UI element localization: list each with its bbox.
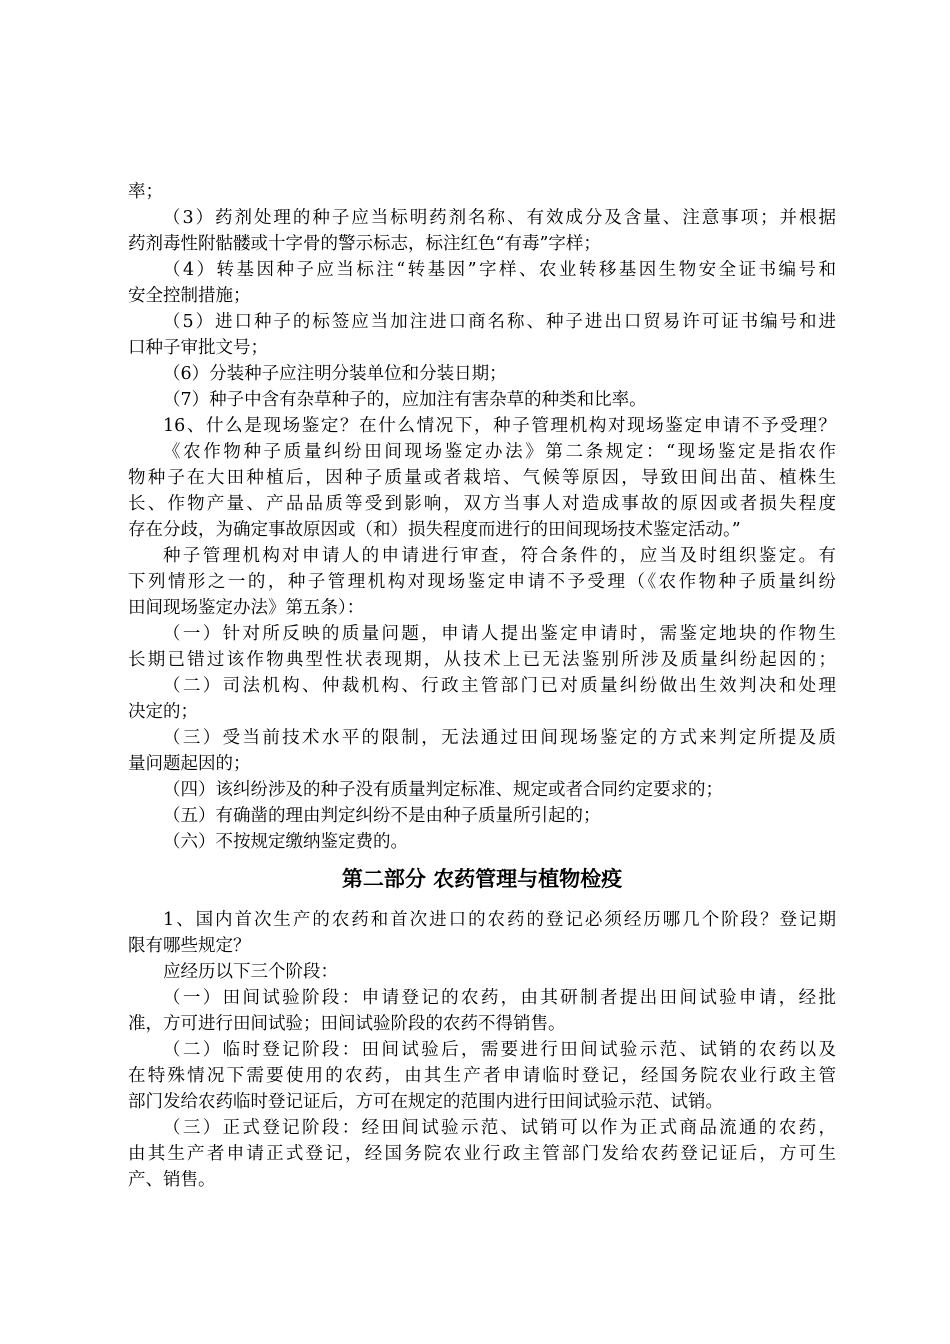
paragraph-line: 应经历以下三个阶段：: [163, 962, 338, 982]
paragraph-line: 长期已错过该作物典型性状表现期，从技术上已无法鉴别所涉及质量纠纷起因的；: [128, 650, 836, 670]
paragraph-line: （7）种子中含有杂草种子的，应加注有害杂草的种类和比率。: [163, 390, 647, 410]
paragraph-line: 部门发给农药临时登记证后，方可在规定的范围内进行田间试验示范、试销。: [128, 1092, 723, 1112]
question-line: 16、什么是现场鉴定？在什么情况下，种子管理机构对现场鉴定申请不予受理？: [163, 416, 836, 436]
paragraph-line: 准，方可进行田间试验；田间试验阶段的农药不得销售。: [128, 1014, 566, 1034]
question-line: 1、国内首次生产的农药和首次进口的农药的登记必须经历哪几个阶段？登记期: [163, 910, 836, 930]
paragraph-line: （三）正式登记阶段：经田间试验示范、试销可以作为正式商品流通的农药，: [163, 1118, 836, 1138]
paragraph-line: （六）不按规定缴纳鉴定费的。: [163, 832, 408, 852]
paragraph-line: 安全控制措施；: [128, 286, 251, 306]
paragraph-line: （一）针对所反映的质量问题，申请人提出鉴定申请时，需鉴定地块的作物生: [163, 624, 836, 644]
paragraph-line: 决定的；: [128, 702, 198, 722]
paragraph-line: 口种子审批文号；: [128, 338, 268, 358]
paragraph-line: 《农作物种子质量纠纷田间现场鉴定办法》第二条规定：“现场鉴定是指农作: [163, 442, 836, 462]
paragraph-line: 物种子在大田种植后，因种子质量或者栽培、气候等原因，导致田间出苗、植株生: [128, 468, 836, 488]
paragraph-line: （一）田间试验阶段：申请登记的农药，由其研制者提出田间试验申请，经批: [163, 988, 836, 1008]
paragraph-line: （3）药剂处理的种子应当标明药剂名称、有效成分及含量、注意事项；并根据: [163, 208, 836, 228]
paragraph-line: （二）临时登记阶段：田间试验后，需要进行田间试验示范、试销的农药以及: [163, 1040, 836, 1060]
paragraph-line: 限有哪些规定？: [128, 936, 251, 956]
paragraph-line: 由其生产者申请正式登记，经国务院农业行政主管部门发给农药登记证后，方可生: [128, 1144, 836, 1164]
paragraph-line: （6）分装种子应注明分装单位和分装日期；: [163, 364, 507, 384]
paragraph-line: （三）受当前技术水平的限制，无法通过田间现场鉴定的方式来判定所提及质: [163, 728, 836, 748]
paragraph-line: 产、销售。: [128, 1170, 216, 1190]
paragraph-line: （二）司法机构、仲裁机构、行政主管部门已对质量纠纷做出生效判决和处理: [163, 676, 836, 696]
section-heading: 第二部分 农药管理与植物检疫: [341, 867, 623, 891]
paragraph-line: 率；: [128, 182, 163, 202]
paragraph-line: 药剂毒性附骷髅或十字骨的警示标志，标注红色“有毒”字样；: [128, 234, 601, 254]
paragraph-line: （4）转基因种子应当标注“转基因”字样、农业转移基因生物安全证书编号和: [163, 260, 836, 280]
paragraph-line: （5）进口种子的标签应当加注进口商名称、种子进出口贸易许可证书编号和进: [163, 312, 836, 332]
paragraph-line: 在特殊情况下需要使用的农药，由其生产者申请临时登记，经国务院农业行政主管: [128, 1066, 836, 1086]
paragraph-line: 量问题起因的；: [128, 754, 251, 774]
paragraph-line: 长、作物产量、产品品质等受到影响，双方当事人对造成事故的原因或者损失程度: [128, 494, 836, 514]
paragraph-line: （四）该纠纷涉及的种子没有质量判定标准、规定或者合同约定要求的；: [163, 780, 723, 800]
paragraph-line: 下列情形之一的，种子管理机构对现场鉴定申请不予受理（《农作物种子质量纠纷: [128, 572, 836, 592]
paragraph-line: 种子管理机构对申请人的申请进行审查，符合条件的，应当及时组织鉴定。有: [163, 546, 836, 566]
paragraph-line: 田间现场鉴定办法》第五条）：: [128, 598, 365, 618]
paragraph-line: 存在分歧，为确定事故原因或（和）损失程度而进行的田间现场技术鉴定活动。”: [128, 520, 741, 540]
paragraph-line: （五）有确凿的理由判定纠纷不是由种子质量所引起的；: [163, 806, 601, 826]
